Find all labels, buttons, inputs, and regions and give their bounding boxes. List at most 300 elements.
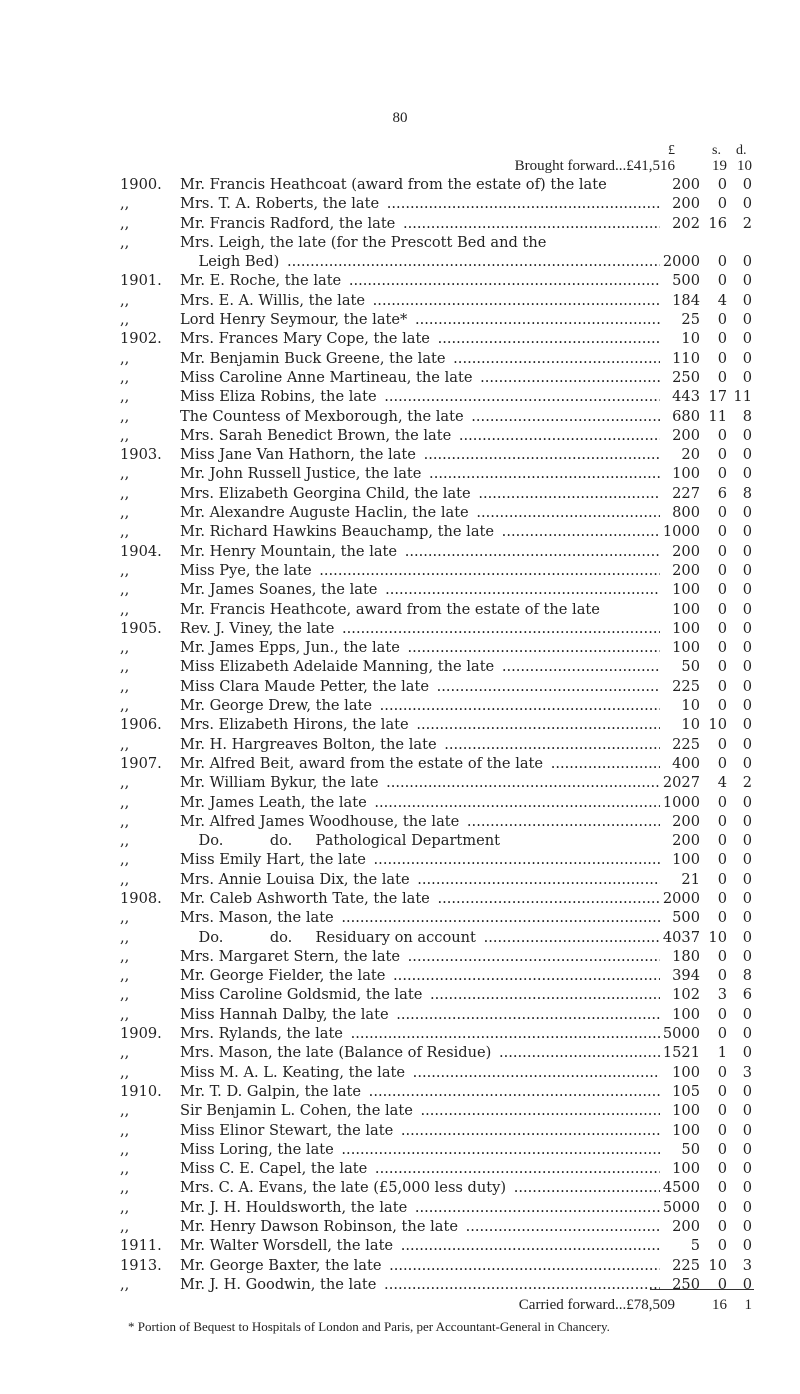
name-cell	[180, 928, 680, 947]
name-cell	[180, 522, 680, 541]
pence-cell: 0	[742, 832, 752, 850]
shillings-cell: 0	[717, 1275, 727, 1293]
pounds-cell: 200	[660, 426, 700, 445]
table-row	[0, 252, 800, 271]
shillings-cell: 0	[717, 504, 727, 522]
table-row	[0, 812, 800, 831]
shillings-cell: 16	[708, 214, 727, 232]
year-cell: ,,	[120, 735, 130, 753]
pounds-cell: 100	[660, 619, 700, 638]
name-text: Mr. Francis Radford, the late	[180, 215, 398, 232]
pounds-cell: 184	[660, 291, 700, 310]
year-cell: ,,	[120, 1140, 130, 1158]
table-row	[0, 966, 800, 985]
year-cell: ,,	[120, 600, 130, 618]
pence-cell: 0	[742, 561, 752, 579]
pounds-cell: 800	[660, 503, 700, 522]
year-cell: ,,	[120, 561, 130, 579]
name-cell	[180, 1159, 680, 1178]
table-row	[0, 407, 800, 426]
pounds-cell: 110	[660, 349, 700, 368]
year-cell: ,,	[120, 909, 130, 927]
name-text: Mr. Benjamin Buck Greene, the late	[180, 350, 449, 367]
pence-cell: 6	[742, 986, 752, 1004]
shillings-cell: 0	[717, 426, 727, 444]
pence-cell: 0	[742, 330, 752, 348]
name-text: Mr. Alfred Beit, award from the estate of the late	[180, 755, 546, 772]
table-row	[0, 580, 800, 599]
table-row	[0, 928, 800, 947]
pounds-cell: 2000	[660, 889, 700, 908]
name-cell	[180, 271, 680, 290]
shillings-cell: 6	[717, 484, 727, 502]
name-cell	[180, 619, 680, 638]
name-cell	[180, 812, 680, 831]
table-row	[0, 754, 800, 773]
pounds-cell: 200	[660, 194, 700, 213]
shillings-cell: 0	[717, 1237, 727, 1255]
shillings-cell: 0	[717, 1160, 727, 1178]
shillings-cell: 0	[717, 793, 727, 811]
pounds-cell: 225	[660, 735, 700, 754]
name-text: Mr. Walter Worsdell, the late	[180, 1237, 396, 1254]
pence-cell: 0	[742, 928, 752, 946]
carried-forward-pence: 1	[744, 1297, 752, 1313]
table-row	[0, 233, 800, 252]
name-cell	[180, 600, 680, 619]
year-cell: ,,	[120, 1121, 130, 1139]
table-row	[0, 1140, 800, 1159]
pounds-cell: 400	[660, 754, 700, 773]
name-text: Mr. J. H. Houldsworth, the late	[180, 1199, 410, 1216]
shillings-column-header: s.	[712, 143, 721, 158]
name-text: Mrs. E. A. Willis, the late	[180, 292, 368, 309]
pounds-cell: 202	[660, 214, 700, 233]
pence-cell: 8	[742, 484, 752, 502]
name-cell	[180, 1140, 680, 1159]
name-cell	[180, 561, 680, 580]
name-cell	[180, 329, 680, 348]
name-text: Mr. George Drew, the late	[180, 697, 375, 714]
name-cell	[180, 1024, 680, 1043]
year-cell: ,,	[120, 368, 130, 386]
name-cell	[180, 677, 680, 696]
pounds-cell: 1521	[660, 1043, 700, 1062]
pence-cell: 0	[742, 1005, 752, 1023]
pounds-cell: 200	[660, 1217, 700, 1236]
pounds-cell: 100	[660, 464, 700, 483]
shillings-cell: 10	[708, 1256, 727, 1274]
year-cell: 1908.	[120, 889, 162, 907]
year-cell: ,,	[120, 870, 130, 888]
year-cell: ,,	[120, 812, 130, 830]
year-cell: 1903.	[120, 446, 162, 464]
table-row	[0, 329, 800, 348]
table-row	[0, 1198, 800, 1217]
name-text: Mr. E. Roche, the late	[180, 272, 344, 289]
pounds-cell: 200	[660, 175, 700, 194]
pence-cell: 0	[742, 639, 752, 657]
bequest-list	[0, 175, 800, 1294]
shillings-cell: 11	[708, 407, 727, 425]
pounds-cell: 5	[660, 1236, 700, 1255]
year-cell: ,,	[120, 947, 130, 965]
year-cell: ,,	[120, 793, 130, 811]
name-text: Mrs. Mason, the late	[180, 909, 337, 926]
name-text: Mr. William Bykur, the late	[180, 774, 381, 791]
name-text: Mrs. Sarah Benedict Brown, the late	[180, 427, 454, 444]
year-cell: ,,	[120, 195, 130, 213]
pounds-cell: 100	[660, 1063, 700, 1082]
shillings-cell: 0	[717, 1218, 727, 1236]
name-cell	[180, 773, 680, 792]
shillings-cell: 0	[717, 697, 727, 715]
name-cell	[180, 754, 680, 773]
shillings-cell: 0	[717, 1121, 727, 1139]
name-text: Lord Henry Seymour, the late*	[180, 311, 410, 328]
table-row	[0, 561, 800, 580]
shillings-cell: 0	[717, 272, 727, 290]
name-cell	[180, 407, 680, 426]
year-cell: ,,	[120, 639, 130, 657]
pence-column-header: d.	[736, 143, 747, 158]
pounds-cell: 100	[660, 1005, 700, 1024]
year-cell: ,,	[120, 967, 130, 985]
name-cell	[180, 870, 680, 889]
name-text: Miss Emily Hart, the late	[180, 851, 369, 868]
name-cell	[180, 252, 680, 271]
pounds-cell: 105	[660, 1082, 700, 1101]
carried-forward-shillings: 16	[712, 1297, 727, 1313]
shillings-cell: 0	[717, 195, 727, 213]
name-cell	[180, 1275, 680, 1294]
name-cell	[180, 657, 680, 676]
pence-cell: 0	[742, 1140, 752, 1158]
shillings-cell: 0	[717, 542, 727, 560]
name-text: Mr. Alexandre Auguste Haclin, the late	[180, 504, 472, 521]
year-cell: 1909.	[120, 1025, 162, 1043]
shillings-cell: 0	[717, 754, 727, 772]
name-cell	[180, 387, 680, 406]
pounds-cell: 225	[660, 1256, 700, 1275]
name-cell	[180, 1121, 680, 1140]
pounds-cell: 394	[660, 966, 700, 985]
table-row	[0, 310, 800, 329]
pence-cell: 0	[742, 793, 752, 811]
pence-cell: 0	[742, 465, 752, 483]
table-row	[0, 1217, 800, 1236]
year-cell: ,,	[120, 1005, 130, 1023]
pence-cell: 3	[742, 1063, 752, 1081]
pounds-cell: 250	[660, 368, 700, 387]
table-row	[0, 387, 800, 406]
year-cell: ,,	[120, 311, 130, 329]
pounds-cell: 180	[660, 947, 700, 966]
name-cell	[180, 696, 680, 715]
year-cell: ,,	[120, 832, 130, 850]
pounds-cell: 21	[660, 870, 700, 889]
pence-cell: 0	[742, 542, 752, 560]
name-text: Miss Caroline Goldsmid, the late	[180, 986, 425, 1003]
pence-cell: 0	[742, 677, 752, 695]
shillings-cell: 0	[717, 870, 727, 888]
pence-cell: 0	[742, 812, 752, 830]
page-number: 80	[392, 110, 408, 126]
table-row	[0, 175, 800, 194]
table-row	[0, 696, 800, 715]
table-row	[0, 870, 800, 889]
pounds-cell: 500	[660, 271, 700, 290]
table-row	[0, 735, 800, 754]
table-row	[0, 1236, 800, 1255]
pounds-cell: 50	[660, 1140, 700, 1159]
name-text: Mr. H. Hargreaves Bolton, the late	[180, 736, 440, 753]
pence-cell: 0	[742, 581, 752, 599]
name-text: Mr. James Epps, Jun., the late	[180, 639, 403, 656]
shillings-cell: 0	[717, 1025, 727, 1043]
pence-cell: 0	[742, 291, 752, 309]
name-cell	[180, 214, 680, 233]
pence-cell: 0	[742, 754, 752, 772]
pence-cell: 0	[742, 176, 752, 193]
table-row	[0, 1063, 800, 1082]
table-row	[0, 831, 800, 850]
pence-cell: 0	[742, 1025, 752, 1043]
name-text: Mr. T. D. Galpin, the late	[180, 1083, 364, 1100]
year-cell: ,,	[120, 658, 130, 676]
name-text: Miss Pye, the late	[180, 562, 315, 579]
name-text: Mr. John Russell Justice, the late	[180, 465, 424, 482]
pounds-cell: 500	[660, 908, 700, 927]
pounds-cell: 100	[660, 600, 700, 619]
table-row	[0, 1043, 800, 1062]
name-text: Mr. George Fielder, the late	[180, 967, 388, 984]
year-cell: 1902.	[120, 330, 162, 348]
name-cell	[180, 503, 680, 522]
pence-cell: 0	[742, 426, 752, 444]
shillings-cell: 4	[717, 774, 727, 792]
name-text: Leigh Bed)	[180, 253, 282, 270]
pounds-cell: 250	[660, 1275, 700, 1294]
shillings-cell: 0	[717, 446, 727, 464]
name-text: Mr. Francis Heathcote, award from the estate of the late	[180, 601, 603, 618]
year-cell: 1911.	[120, 1237, 162, 1255]
shillings-cell: 0	[717, 311, 727, 329]
name-text: Miss Elinor Stewart, the late	[180, 1122, 396, 1139]
table-row	[0, 657, 800, 676]
year-cell: 1910.	[120, 1082, 162, 1100]
name-cell	[180, 889, 680, 908]
shillings-cell: 0	[717, 1179, 727, 1197]
name-text: Mr. James Soanes, the late	[180, 581, 380, 598]
shillings-cell: 0	[717, 1102, 727, 1120]
shillings-cell: 0	[717, 253, 727, 271]
shillings-cell: 0	[717, 1005, 727, 1023]
table-row	[0, 1024, 800, 1043]
table-row	[0, 291, 800, 310]
table-row	[0, 985, 800, 1004]
pence-cell: 11	[733, 388, 752, 406]
footnote: * Portion of Bequest to Hospitals of London and Paris, per Accountant-General in Chancery.	[128, 1319, 610, 1334]
year-cell: ,,	[120, 581, 130, 599]
year-cell: ,,	[120, 1179, 130, 1197]
name-text: Mr. Richard Hawkins Beauchamp, the late	[180, 523, 497, 540]
name-cell	[180, 484, 680, 503]
name-cell	[180, 793, 680, 812]
pence-cell: 0	[742, 311, 752, 329]
name-cell	[180, 580, 680, 599]
table-row	[0, 1256, 800, 1275]
shillings-cell: 0	[717, 677, 727, 695]
name-text: Miss Eliza Robins, the late	[180, 388, 380, 405]
pounds-cell: 25	[660, 310, 700, 329]
year-cell: ,,	[120, 677, 130, 695]
year-cell: ,,	[120, 928, 130, 946]
table-row	[0, 908, 800, 927]
name-text: Miss Caroline Anne Martineau, the late	[180, 369, 475, 386]
table-row	[0, 194, 800, 213]
year-cell: 1906.	[120, 716, 162, 734]
name-cell	[180, 985, 680, 1004]
year-cell: 1901.	[120, 272, 162, 290]
pence-cell: 0	[742, 735, 752, 753]
table-row	[0, 1005, 800, 1024]
name-text: Sir Benjamin L. Cohen, the late	[180, 1102, 416, 1119]
year-cell: ,,	[120, 465, 130, 483]
table-row	[0, 426, 800, 445]
pence-cell: 0	[742, 368, 752, 386]
pence-cell: 0	[742, 658, 752, 676]
pounds-cell: 200	[660, 812, 700, 831]
shillings-cell: 0	[717, 1198, 727, 1216]
name-cell	[180, 464, 680, 483]
year-cell: ,,	[120, 986, 130, 1004]
year-cell: ,,	[120, 214, 130, 232]
table-row	[0, 793, 800, 812]
name-cell	[180, 349, 680, 368]
pounds-cell: 227	[660, 484, 700, 503]
name-text: Mrs. Rylands, the late	[180, 1025, 346, 1042]
shillings-cell: 0	[717, 523, 727, 541]
table-row	[0, 1121, 800, 1140]
pounds-cell: 200	[660, 561, 700, 580]
table-row	[0, 1082, 800, 1101]
name-text: Mr. Henry Mountain, the late	[180, 543, 400, 560]
pounds-cell: 2027	[660, 773, 700, 792]
pounds-cell: 5000	[660, 1024, 700, 1043]
name-cell	[180, 1198, 680, 1217]
pence-cell: 0	[742, 1198, 752, 1216]
pence-cell: 0	[742, 600, 752, 618]
name-cell	[180, 233, 680, 252]
pounds-cell: 1000	[660, 522, 700, 541]
name-text: Miss Hannah Dalby, the late	[180, 1006, 392, 1023]
table-row	[0, 947, 800, 966]
pence-cell: 2	[742, 214, 752, 232]
name-cell	[180, 542, 680, 561]
table-row	[0, 889, 800, 908]
year-cell: ,,	[120, 1198, 130, 1216]
shillings-cell: 0	[717, 1063, 727, 1081]
shillings-cell: 0	[717, 349, 727, 367]
name-cell	[180, 1236, 680, 1255]
name-text: Mr. Henry Dawson Robinson, the late	[180, 1218, 461, 1235]
pence-cell: 0	[742, 523, 752, 541]
shillings-cell: 0	[717, 658, 727, 676]
pence-cell: 0	[742, 619, 752, 637]
name-text: Rev. J. Viney, the late	[180, 620, 337, 637]
year-cell: ,,	[120, 1063, 130, 1081]
name-text: Mr. Alfred James Woodhouse, the late	[180, 813, 462, 830]
pence-cell: 0	[742, 446, 752, 464]
table-row	[0, 619, 800, 638]
pence-cell: 0	[742, 716, 752, 734]
shillings-cell: 0	[717, 889, 727, 907]
name-text: Do. do. Residuary on account	[180, 929, 479, 946]
shillings-cell: 4	[717, 291, 727, 309]
name-cell	[180, 1101, 680, 1120]
pence-cell: 0	[742, 1179, 752, 1197]
shillings-cell: 0	[717, 600, 727, 618]
year-cell: ,,	[120, 504, 130, 522]
pounds-cell: 2000	[660, 252, 700, 271]
shillings-cell: 0	[717, 330, 727, 348]
table-row	[0, 638, 800, 657]
table-row	[0, 542, 800, 561]
pence-cell: 0	[742, 697, 752, 715]
year-cell: ,,	[120, 291, 130, 309]
name-text: Mrs. Elizabeth Georgina Child, the late	[180, 485, 474, 502]
year-cell: ,,	[120, 349, 130, 367]
shillings-cell: 0	[717, 465, 727, 483]
pence-cell: 0	[742, 1102, 752, 1120]
name-text: Mrs. Leigh, the late (for the Prescott Bed and the	[180, 234, 549, 251]
shillings-cell: 0	[717, 581, 727, 599]
table-row	[0, 464, 800, 483]
shillings-cell: 10	[708, 928, 727, 946]
name-text: Do. do. Pathological Department	[180, 832, 503, 849]
pounds-cell: 200	[660, 831, 700, 850]
name-text: Mr. J. H. Goodwin, the late	[180, 1276, 379, 1293]
pounds-cell: 100	[660, 580, 700, 599]
shillings-cell: 0	[717, 176, 727, 193]
table-row	[0, 445, 800, 464]
name-cell	[180, 1063, 680, 1082]
brought-forward-label: Brought forward...£41,516	[514, 158, 675, 174]
pence-cell: 3	[742, 1256, 752, 1274]
year-cell: ,,	[120, 774, 130, 792]
table-row	[0, 850, 800, 869]
name-cell	[180, 908, 680, 927]
pounds-cell: 4500	[660, 1178, 700, 1197]
name-cell	[180, 1178, 680, 1197]
pence-cell: 8	[742, 407, 752, 425]
pounds-cell: 100	[660, 638, 700, 657]
pounds-cell: 10	[660, 715, 700, 734]
pounds-cell: 100	[660, 1159, 700, 1178]
brought-forward-pence: 10	[737, 158, 752, 174]
shillings-cell: 17	[708, 388, 727, 406]
name-cell	[180, 368, 680, 387]
total-rule	[650, 1289, 754, 1290]
name-cell	[180, 1082, 680, 1101]
pounds-cell: 10	[660, 329, 700, 348]
pence-cell: 0	[742, 851, 752, 869]
year-cell: ,,	[120, 523, 130, 541]
year-cell: ,,	[120, 388, 130, 406]
year-cell: ,,	[120, 697, 130, 715]
pence-cell: 0	[742, 1218, 752, 1236]
